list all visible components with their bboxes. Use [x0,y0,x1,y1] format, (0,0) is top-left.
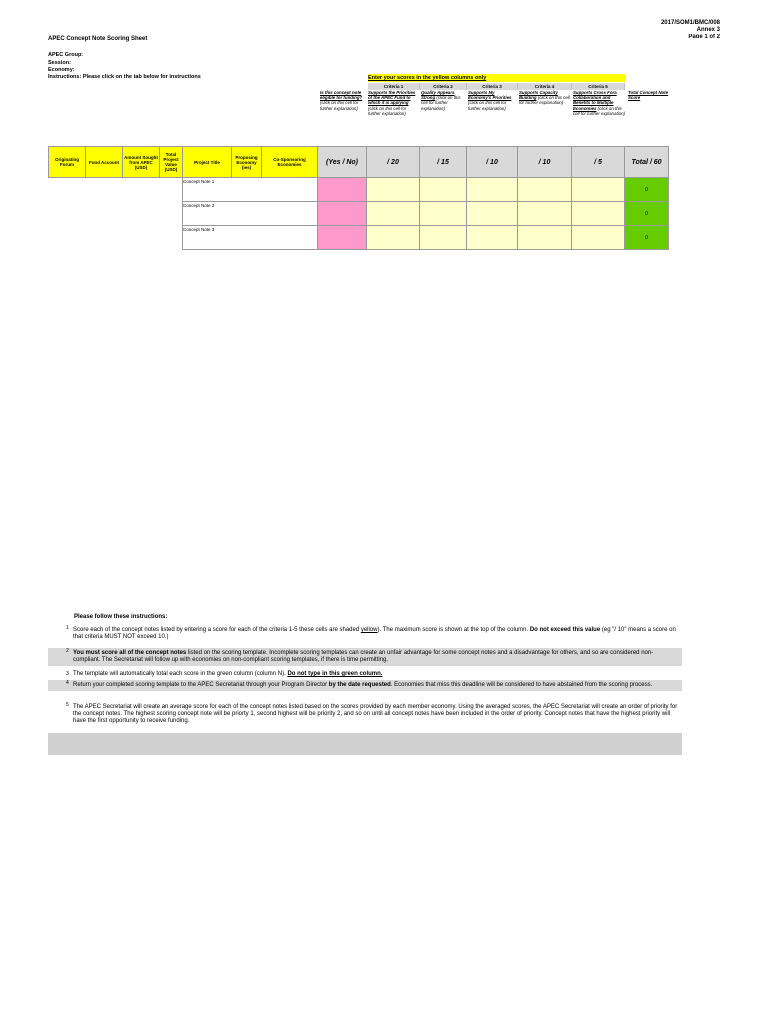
criteria-1-input[interactable] [367,226,420,250]
instruction-item-4: 4 Return your completed scoring template to the APEC Secretariat through your Program Director by the date requested. Economies that miss this deadline will be considered to have abstained from the scoring process. [48,680,682,691]
session-label: Session: [48,60,71,66]
table-row [49,226,669,250]
criteria-4-label: Criteria 4 [518,83,572,90]
header-originating-forum: Originating Forum [49,147,86,178]
criteria-3-input[interactable] [467,178,518,202]
total-score-cell: 0 [625,202,669,226]
criteria-1-input[interactable] [367,202,420,226]
document-reference [661,20,720,38]
criteria-header-row [368,83,625,90]
criteria-2-description[interactable]: Quality Appears Strong (click on this cell for further explanation) [421,90,461,111]
doc-ref-number: 2017/SOM1/BMC/008 [660,20,720,26]
yellow-columns-banner: Enter your scores in the yellow columns only [368,74,625,82]
doc-ref-annex: Annex 3 [696,27,720,33]
concept-note-title: Concept Note 1 [183,178,318,202]
criteria-3-label: Criteria 3 [467,83,518,90]
table-row [49,178,669,202]
eligibility-input[interactable] [318,226,367,250]
eligibility-description[interactable]: Is this concept note eligible for funding? (click on this cell for further explanation) [320,90,363,111]
criteria-5-description[interactable]: Supports Cross Fora Collaboration and Benefits to Multiple Economies (click on this cell for further explanation) [573,90,625,116]
instruction-item-3: 3 The template will automatically total each score in the green column (column N). Do not type in this green column. [66,671,383,677]
criteria-2-input[interactable] [420,226,467,250]
eligibility-input[interactable] [318,178,367,202]
apec-group-label: APEC Group: [48,52,84,58]
header-score-10a: / 10 [467,147,518,178]
criteria-5-label: Criteria 5 [572,83,625,90]
criteria-1-input[interactable] [367,178,420,202]
header-project-title: Project Title [183,147,232,178]
total-score-description: Total Concept Note Score [628,90,669,101]
header-yes-no: (Yes / No) [318,147,367,178]
economy-label: Economy: [48,67,75,73]
criteria-4-input[interactable] [518,226,572,250]
instruction-item-5: 5 The APEC Secretariat will create an average score for each of the concept notes listed based on the scores provided by each member economy. Using the averaged scores, the APEC Secretariat will create an order of priority for the concept notes. The highest scoring concept note will be priorty 1, second highest will be priority 2, and so on until all concept notes have been included in the order of priority. Concept notes that have the highest priority will have the first opportunity to receive funding. [66,702,678,724]
total-score-cell: 0 [625,178,669,202]
criteria-1-description[interactable]: Supports the Priorities of the APEC Fund to which it is applying (click on this cell for further explanation) [368,90,416,116]
header-total-60: Total / 60 [625,147,669,178]
table-header-row [49,147,669,178]
criteria-4-input[interactable] [518,178,572,202]
instruction-item-2: 2 You must score all of the concept notes listed on the scoring template. Incomplete scoring templates can create an unfair advantage for some concept notes and a disadvantage for others, and so are considered non-compliant. The Secretariat will follow up with economies on non-compliant scoring templates, if there is time permitting. [48,648,682,666]
instructions-note: Instructions: Please click on the tab below for instructions [48,74,201,80]
criteria-5-input[interactable] [572,178,625,202]
criteria-3-description[interactable]: Supports My Economy's Priorities (click on this cell for further explanation) [468,90,512,111]
header-total-project-value: Total Project Value (USD) [160,147,183,178]
total-score-cell: 0 [625,226,669,250]
doc-ref-page: Page 1 of 2 [688,34,720,38]
criteria-2-input[interactable] [420,178,467,202]
criteria-5-input[interactable] [572,226,625,250]
header-score-20: / 20 [367,147,420,178]
header-amount-sought: Amount Sought from APEC (USD) [123,147,160,178]
header-fund-account: Fund Account [86,147,123,178]
header-score-10b: / 10 [518,147,572,178]
criteria-2-label: Criteria 2 [420,83,467,90]
header-score-15: / 15 [420,147,467,178]
criteria-3-input[interactable] [467,202,518,226]
footer-gray-bar [48,733,682,755]
table-row [49,202,669,226]
instructions-heading: Please follow these instructions: [74,614,168,620]
instruction-item-1: 1 Score each of the concept notes listed by entering a score for each of the criteria 1-5 these cells are shaded yellow). The maximum score is shown at the top of the column. Do not exceed this value (eg "/ 10" means a score on that criteria MUST NOT exceed 10.) [66,625,676,640]
concept-note-title: Concept Note 3 [183,226,318,250]
sheet-title: APEC Concept Note Scoring Sheet [48,36,148,42]
criteria-2-input[interactable] [420,202,467,226]
header-proposing-economy: Proposing Economy (ies) [232,147,262,178]
eligibility-input[interactable] [318,202,367,226]
scoring-table [48,146,669,250]
criteria-1-label: Criteria 1 [368,83,420,90]
header-co-sponsoring: Co-Sponsoring Economies [262,147,318,178]
criteria-5-input[interactable] [572,202,625,226]
header-score-5: / 5 [572,147,625,178]
criteria-4-input[interactable] [518,202,572,226]
concept-note-title: Concept Note 2 [183,202,318,226]
criteria-3-input[interactable] [467,226,518,250]
criteria-4-description[interactable]: Supports Capacity Building (click on this cell for further explanation) [519,90,570,106]
